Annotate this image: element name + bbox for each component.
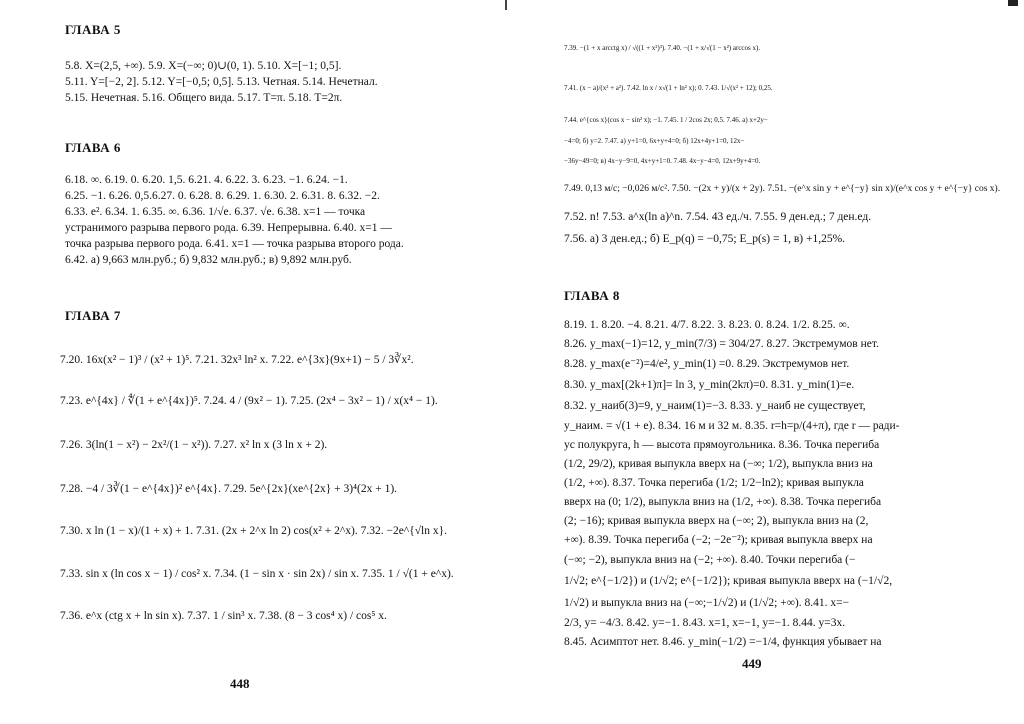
answer-line: y_наим. = √(1 + e). 8.34. 16 м и 32 м. 8.35. r=h=p/(4+π), где r — ради- (564, 420, 900, 432)
chapter-6-answers (65, 172, 404, 268)
answer-line: 6.42. а) 9,663 млн.руб.; б) 9,832 млн.руб.; в) 9,892 млн.руб. (65, 254, 352, 266)
answer-line: вверх на (0; 1/2), выпукла вниз на (1/2, +∞). 8.38. Точка перегиба (564, 496, 882, 508)
answer-line: 1/√2) и выпукла вниз на (−∞;−1/√2) и (1/√2; +∞). 8.41. x=− (564, 597, 850, 609)
answer-line: 7.26. 3(ln(1 − x²) − 2x²/(1 − x²)). 7.27. x² ln x (3 ln x + 2). (60, 439, 328, 451)
answer-line: −36y−49=0; в) 4x−y−9=0, 4x+y+1=0. 7.48. 4x−y−4=0, 12x+9y+4=0. (564, 157, 761, 165)
answer-line: +∞). 8.39. Точка перегиба (−2; −2e⁻²); кривая выпукла вверх на (564, 534, 873, 546)
answer-line: 8.30. y_max[(2k+1)π]= ln 3, y_min(2kπ)=0. 8.31. y_min(1)=e. (564, 379, 855, 391)
answer-line: 5.15. Нечетная. 5.16. Общего вида. 5.17. T=π. 5.18. T=2π. (65, 92, 343, 104)
page-number: 449 (742, 656, 762, 671)
answer-line: 7.41. (x − a)/(x² + a²). 7.42. ln x / x√(1 + ln² x); 0. 7.43. 1/√(x² + 12); 0,25. (564, 84, 773, 92)
answer-line: 7.30. x ln (1 − x)/(1 + x) + 1. 7.31. (2x + 2^x ln 2) cos(x² + 2^x). 7.32. −2e^{√ln x}. (60, 525, 448, 537)
answer-line: 7.36. e^x (ctg x + ln sin x). 7.37. 1 / sin³ x. 7.38. (8 − 3 cos⁴ x) / cos⁵ x. (60, 610, 387, 622)
chapter-5-heading: ГЛАВА 5 (65, 22, 121, 37)
answer-line: 8.26. y_max(−1)=12, y_min(7/3) = 304/27. 8.27. Экстремумов нет. (564, 338, 879, 350)
answer-line: 1/√2; e^{−1/2}) и (1/√2; e^{−1/2}); кривая выпукла вверх на (−1/√2, (564, 575, 893, 587)
answer-line: 5.11. Y=[−2, 2]. 5.12. Y=[−0,5; 0,5]. 5.13. Четная. 5.14. Нечетнал. (65, 76, 378, 88)
answer-line: −4=0; б) y=2. 7.47. а) y+1=0, 6x+y+4=0; б) 12x+4y+1=0, 12x− (564, 137, 745, 145)
answer-line: 7.33. sin x (ln cos x − 1) / cos² x. 7.34. (1 − sin x · sin 2x) / sin x. 7.35. 1 / √(1 + e^x). (60, 568, 454, 580)
answer-line: 7.23. e^{4x} / ∜(1 + e^{4x})⁵. 7.24. 4 / (9x² − 1). 7.25. (2x⁴ − 3x² − 1) / x(x⁴ − 1). (60, 395, 438, 407)
answer-line: (1/2, 29/2), кривая выпукла вверх на (−∞; 1/2), выпукла вниз на (564, 458, 873, 470)
answer-line: 7.56. а) 3 ден.ед.; б) E_p(q) = −0,75; E_p(s) = 1, в) +1,25%. (564, 233, 846, 245)
answer-line: 7.44. e^{cos x}(cos x − sin² x); −1. 7.45. 1 / 2cos 2x; 0,5. 7.46. а) x+2y− (564, 116, 768, 124)
chapter-7-heading: ГЛАВА 7 (65, 308, 121, 323)
chapter-7-answers (60, 340, 454, 636)
chapter-8-answers (564, 316, 900, 652)
answer-line: 6.18. ∞. 6.19. 0. 6.20. 1,5. 6.21. 4. 6.22. 3. 6.23. −1. 6.24. −1. (65, 174, 348, 186)
page-number: 448 (230, 676, 250, 691)
answer-line: 7.28. −4 / 3∛(1 − e^{4x})² e^{4x}. 7.29. 5e^{2x}(xe^{2x} + 3)⁴(2x + 1). (60, 483, 398, 495)
answer-line: 8.45. Асимптот нет. 8.46. y_min(−1/2) =−1/4, функция убывает на (564, 636, 882, 648)
answer-line: 8.19. 1. 8.20. −4. 8.21. 4/7. 8.22. 3. 8.23. 0. 8.24. 1/2. 8.25. ∞. (564, 319, 850, 331)
answer-line: (−∞; −2), выпукла вниз на (−2; +∞). 8.40. Точки перегиба (− (564, 554, 856, 566)
answer-line: 7.52. n! 7.53. a^x(ln a)^n. 7.54. 43 ед./ч. 7.55. 9 ден.ед.; 7 ден.ед. (564, 211, 872, 223)
chapter-8-heading: ГЛАВА 8 (564, 288, 620, 303)
chapter-7-continued-answers (564, 28, 1000, 250)
answer-line: 8.32. y_наиб(3)=9, y_наим(1)=−3. 8.33. y_наиб не существует, (564, 400, 866, 412)
chapter-6-heading: ГЛАВА 6 (65, 140, 121, 155)
answer-line: 2/3, y= −4/3. 8.42. y=−1. 8.43. x=1, x=−1, y=−1. 8.44. y=3x. (564, 617, 846, 629)
answer-line: 5.8. X=(2,5, +∞). 5.9. X=(−∞; 0)∪(0, 1). 5.10. X=[−1; 0,5]. (65, 60, 342, 72)
answer-line: 6.33. e². 6.34. 1. 6.35. ∞. 6.36. 1/√e. 6.37. √e. 6.38. x=1 — точка (65, 206, 366, 218)
answer-line: 7.39. −(1 + x arcctg x) / √((1 + x²)³). 7.40. −(1 + x/√(1 − x²) arccos x). (564, 44, 761, 52)
answer-line: 7.49. 0,13 м/с; −0,026 м/с². 7.50. −(2x + y)/(x + 2y). 7.51. −(e^x sin y + e^{−y} sin x)/(e^x cos y + e^{−y} cos x). (564, 184, 1001, 194)
chapter-5-answers (65, 58, 378, 106)
answer-line: устранимого разрыва первого рода. 6.39. Непрерывна. 6.40. x=1 — (65, 222, 392, 234)
answer-line: 8.28. y_max(e⁻²)=4/e², y_min(1) =0. 8.29. Экстремумов нет. (564, 358, 850, 370)
right-page (512, 0, 1024, 724)
answer-line: 6.25. −1. 6.26. 0,5.6.27. 0. 6.28. 8. 6.29. 1. 6.30. 2. 6.31. 8. 6.32. −2. (65, 190, 380, 202)
answer-line: 7.20. 16x(x² − 1)³ / (x² + 1)⁵. 7.21. 32x³ ln² x. 7.22. e^{3x}(9x+1) − 5 / 3∛x². (60, 354, 414, 366)
answer-line: (1/2, +∞). 8.37. Точка перегиба (1/2; 1/2−ln2); кривая выпукла (564, 477, 864, 489)
answer-line: точка разрыва первого рода. 6.41. x=1 — точка разрыва второго рода. (65, 238, 404, 250)
answer-line: ус полукруга, h — высота прямоугольника. 8.36. Точка перегиба (564, 439, 880, 451)
answer-line: (2; −16); кривая выпукла вверх на (−∞; 2), выпукла вниз на (2, (564, 515, 869, 527)
